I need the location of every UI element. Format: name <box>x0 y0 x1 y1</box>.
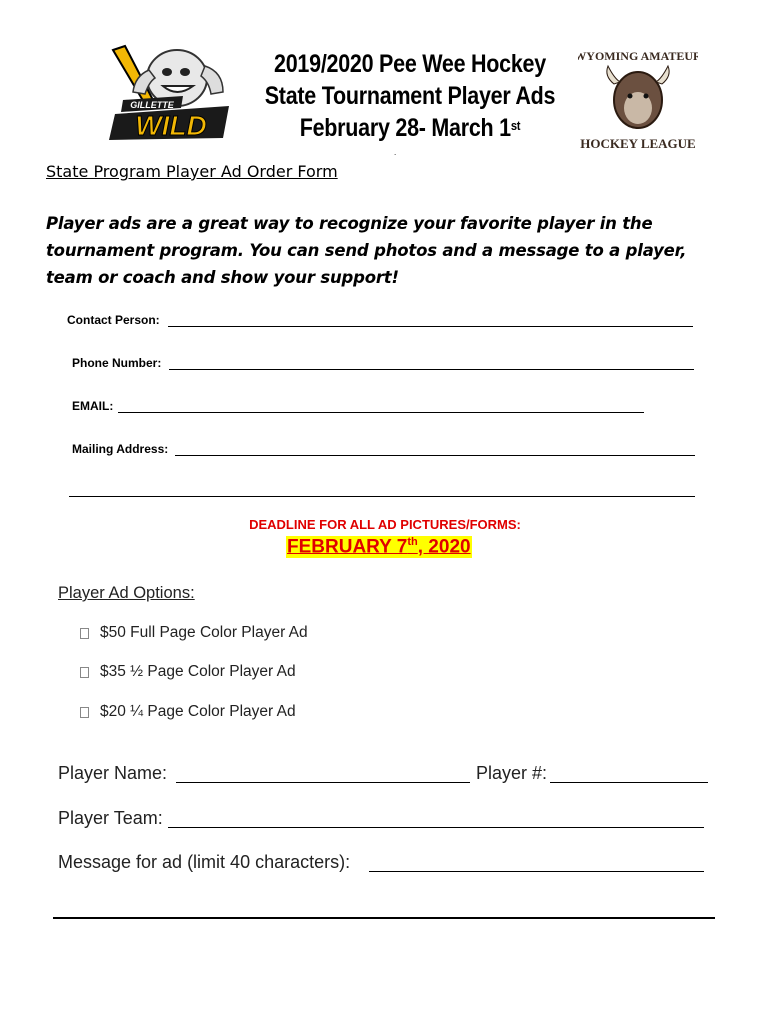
player-team-field[interactable] <box>168 827 704 828</box>
player-ad-options-title: Player Ad Options: <box>58 584 195 602</box>
checkbox[interactable] <box>80 628 89 639</box>
option-quarter-page[interactable] <box>80 703 296 721</box>
mailing-address-field[interactable] <box>175 455 695 456</box>
option-label: $20 ¼ Page Color Player Ad <box>100 703 296 720</box>
logo-right-top-text: WYOMING AMATEUR <box>578 49 698 63</box>
header-title-line1: 2019/2020 Pee Wee Hockey <box>274 50 546 78</box>
header-title-line2: State Tournament Player Ads <box>264 82 556 110</box>
phone-number-field[interactable] <box>169 369 694 370</box>
option-half-page[interactable] <box>80 663 296 681</box>
contact-person-label: Contact Person: <box>67 313 160 327</box>
email-field[interactable] <box>118 412 644 413</box>
option-label: $35 ½ Page Color Player Ad <box>100 663 296 680</box>
checkbox[interactable] <box>80 667 89 678</box>
gillette-wild-logo <box>105 42 240 142</box>
wyoming-amateur-hockey-league-logo <box>578 44 698 154</box>
email-label: EMAIL: <box>72 399 114 413</box>
option-label: $50 Full Page Color Player Ad <box>100 624 308 641</box>
option-full-page[interactable] <box>80 624 308 642</box>
header-dot: . <box>394 148 397 157</box>
phone-number-label: Phone Number: <box>72 356 162 370</box>
player-number-label: Player #: <box>476 763 548 783</box>
contact-person-field[interactable] <box>168 326 693 327</box>
intro-paragraph: Player ads are a great way to recognize your favorite player in the tournament program. You can send photos and a message to a player, team or coach and show your support! <box>46 214 687 287</box>
logo-left-text1: GILLETTE <box>130 100 174 110</box>
mailing-address-field-line2[interactable] <box>69 496 695 497</box>
player-number-field[interactable] <box>550 782 708 783</box>
deadline-date: FEBRUARY 7th, 2020 <box>287 536 471 558</box>
message-field-line2[interactable] <box>53 917 715 919</box>
logo-left-text2: WILD <box>135 110 207 141</box>
message-label: Message for ad (limit 40 characters): <box>58 852 351 872</box>
logo-right-bottom-text: HOCKEY LEAGUE <box>580 136 696 151</box>
form-section-title: State Program Player Ad Order Form <box>46 162 338 181</box>
header-title-line3: February 28- March 1st <box>299 114 521 142</box>
player-name-label: Player Name: <box>58 763 168 783</box>
player-name-field[interactable] <box>176 782 470 783</box>
mailing-address-label: Mailing Address: <box>72 442 169 456</box>
player-team-label: Player Team: <box>58 808 163 828</box>
message-field[interactable] <box>369 871 704 872</box>
checkbox[interactable] <box>80 707 89 718</box>
deadline-label: DEADLINE FOR ALL AD PICTURES/FORMS: <box>249 517 521 532</box>
